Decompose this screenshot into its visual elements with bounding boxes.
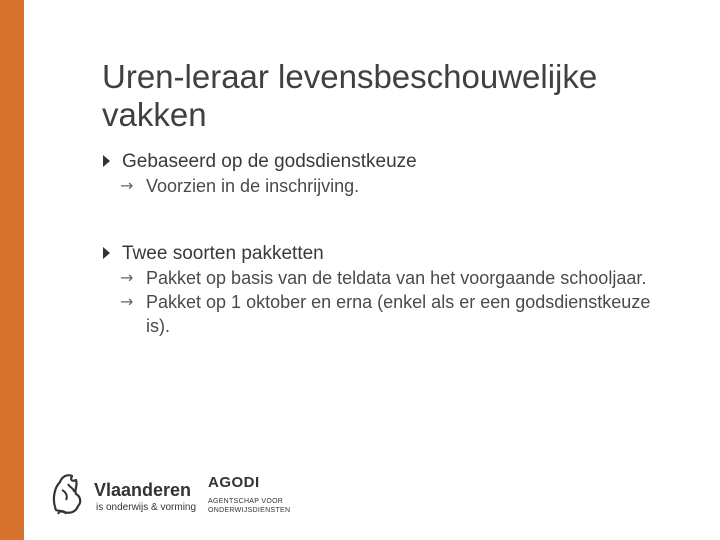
bullet-text: Gebaseerd op de godsdienstkeuze [122,151,417,172]
vlaanderen-tagline: is onderwijs & vorming [96,502,197,513]
sub-arrow-icon: → [120,268,134,287]
sub-bullet-item [100,174,660,198]
sub-bullet-item [100,290,660,338]
bullet-item [100,242,660,266]
slide-title [102,58,692,134]
sub-bullet-text: Voorzien in de inschrijving. [146,176,360,196]
accent-side-bar [0,0,24,540]
vlaanderen-name: Vlaanderen [94,480,192,500]
agodi-subtitle-line-2: ONDERWIJSDIENSTEN [208,507,291,514]
sub-bullet-text: Pakket op basis van de teldata van het voorgaande schooljaar. [146,268,647,288]
sub-arrow-icon: → [120,292,134,311]
lion-icon [48,470,88,516]
agodi-subtitle-line-1: AGENTSCHAP VOOR [208,498,284,505]
bullet-arrow-icon [103,247,110,259]
bullet-item [100,150,660,174]
bullet-text: Twee soorten pakketten [122,243,324,264]
bullet-arrow-icon [103,155,110,167]
sub-bullet-item [100,266,660,290]
vlaanderen-logo [48,470,208,520]
sub-bullet-text: Pakket op 1 oktober en erna (enkel als er een godsdienstkeuze is). [146,292,651,336]
slide-title-line-2: vakken [102,96,207,133]
agodi-logo [208,474,318,524]
sub-arrow-icon: → [120,176,134,195]
agodi-subtitle [208,497,318,515]
agodi-name: AGODI [208,474,260,491]
slide-title-line-1: Uren-leraar levensbeschouwelijke [102,58,598,95]
slide-content [100,150,660,338]
